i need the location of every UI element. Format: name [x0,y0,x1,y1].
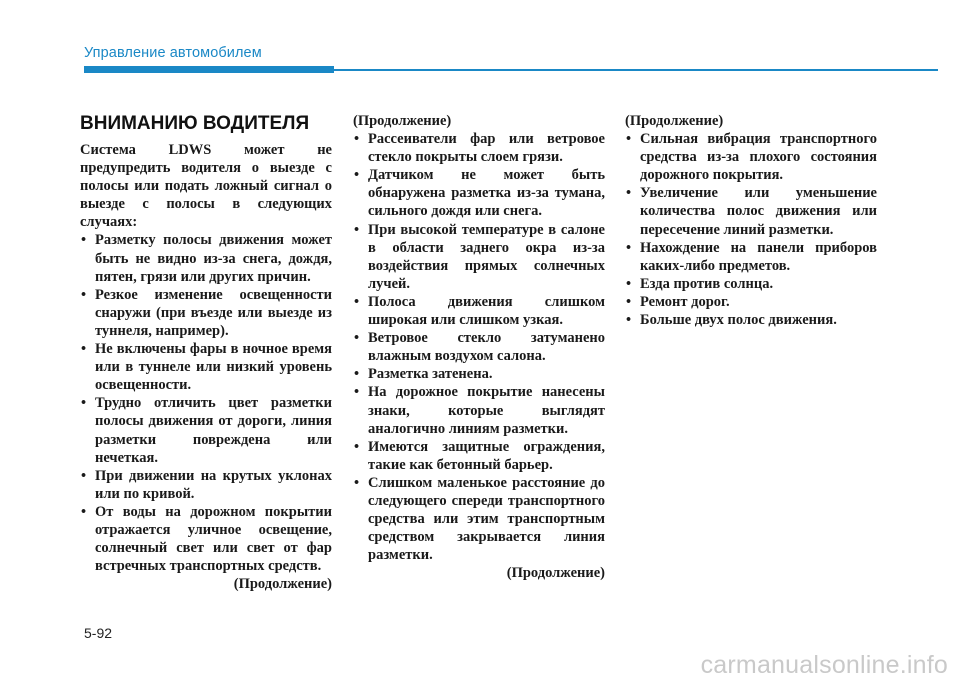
list-item: • Больше двух полос движения. [625,311,877,329]
list-item: • Разметка затенена. [353,365,605,383]
continued-label: (Продолжение) [506,565,605,582]
list-item: • Сильная вибрация транспортного средства из-за плохого состояния дорожного покрытия. [625,130,877,184]
list-item: • При высокой температуре в салоне в области заднего окра из-за воздействия прямых солнечных лучей. [353,221,605,293]
list-item: • Резкое изменение освещенности снаружи (при въезде или выезде из туннеля, например). [80,286,332,340]
list-item: • Слишком маленькое расстояние до следующего спереди транспортного средства или этим транспортным средством закрывается линия разметки. [353,474,605,564]
conditions-list-2 [353,130,605,564]
conditions-list-1 [80,231,332,575]
list-item: • Увеличение или уменьшение количества полос движения или пересечение линий разметки. [625,184,877,238]
list-item: • Нахождение на панели приборов каких-либо предметов. [625,239,877,275]
column-1 [80,112,332,593]
column-2 [353,112,605,582]
list-item: • Трудно отличить цвет разметки полосы движения от дороги, линия разметки повреждена или нечеткая. [80,394,332,466]
conditions-list-3 [625,130,877,329]
section-title: Управление автомобилем [84,45,262,61]
list-item: • Датчиком не может быть обнаружена разметка из-за тумана, сильного дождя или снега. [353,166,605,220]
continued-label: (Продолжение) [233,576,332,593]
continued-heading: (Продолжение) [625,113,724,129]
list-item: • Имеются защитные ограждения, такие как бетонный барьер. [353,438,605,474]
list-item: • Не включены фары в ночное время или в туннеле или низкий уровень освещенности. [80,340,332,394]
list-item: • Езда против солнца. [625,275,877,293]
list-item: • Разметку полосы движения может быть не видно из-за снега, дождя, пятен, грязи или других причин. [80,231,332,285]
header-bar-thick [84,66,334,73]
list-item: • Ремонт дорог. [625,293,877,311]
warning-heading: ВНИМАНИЮ ВОДИТЕЛЯ [80,113,310,134]
list-item: • На дорожное покрытие нанесены знаки, которые выглядят аналогично линиям разметки. [353,383,605,437]
list-item: • От воды на дорожном покрытии отражается уличное освещение, солнечный свет или свет от фар встречных транспортных средств. [80,503,332,575]
intro-paragraph: Система LDWS может не предупредить водителя о выезде с полосы или подать ложный сигнал о выезде с полосы в следующих случаях: [80,142,332,231]
column-3 [625,112,877,329]
watermark-link[interactable]: carmanualsonline.info [700,651,948,679]
continued-heading: (Продолжение) [353,113,452,129]
list-item: • Полоса движения слишком широкая или слишком узкая. [353,293,605,329]
header-bar-thin [334,69,938,71]
list-item: • При движении на крутых уклонах или по кривой. [80,467,332,503]
list-item: • Ветровое стекло затуманено влажным воздухом салона. [353,329,605,365]
list-item: • Рассеиватели фар или ветровое стекло покрыты слоем грязи. [353,130,605,166]
page-number: 5-92 [84,625,113,641]
